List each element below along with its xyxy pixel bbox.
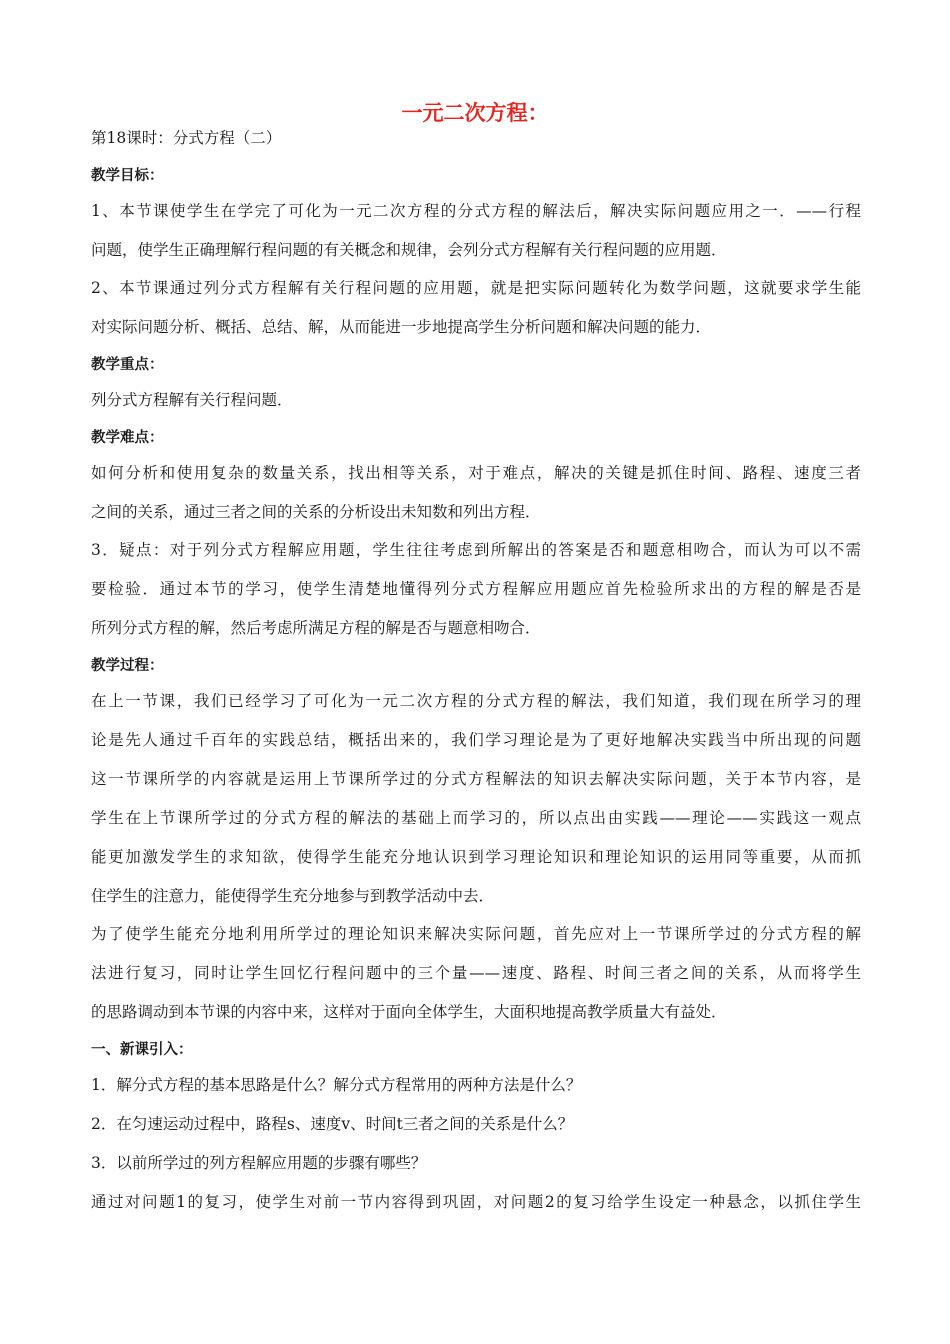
process-paragraph-2-line-1: 为了使学生能充分地利用所学过的理论知识来解决实际问题，首先应对上一节课所学过的分式方程的解 — [91, 925, 861, 943]
process-paragraph-1-line-1: 在上一节课，我们已经学习了可化为一元二次方程的分式方程的解法，我们知道，我们现在所学习的理 — [91, 692, 861, 710]
process-paragraph-2-line-2: 法进行复习，同时让学生回忆行程问题中的三个量——速度、路程、时间三者之间的关系，从而将学生 — [91, 964, 861, 982]
doubt-line-2: 要检验．通过本节的学习，使学生清楚地懂得列分式方程解应用题应首先检验所求出的方程的解是否是 — [91, 580, 861, 598]
difficulties-line-2: 之间的关系，通过三者之间的关系的分析设出未知数和列出方程． — [91, 503, 541, 521]
intro-question-3: 3．以前所学过的列方程解应用题的步骤有哪些？ — [91, 1154, 427, 1172]
difficulties-line-1: 如何分析和使用复杂的数量关系，找出相等关系，对于难点，解决的关键是抓住时间、路程、速度三者 — [91, 464, 861, 482]
goals-paragraph-1-line-1: 1、本节课使学生在学完了可化为一元二次方程的分式方程的解法后，解决实际问题应用之一．——行程 — [91, 202, 861, 220]
process-paragraph-2-line-3: 的思路调动到本节课的内容中来，这样对于面向全体学生，大面积地提高教学质量大有益处． — [91, 1003, 727, 1021]
heading-key-points: 教学重点： — [91, 357, 164, 373]
process-paragraph-1-line-6: 住学生的注意力，能使得学生充分地参与到教学活动中去． — [91, 887, 495, 905]
heading-teaching-process: 教学过程： — [91, 658, 164, 674]
key-points-text: 列分式方程解有关行程问题． — [91, 391, 293, 409]
process-paragraph-1-line-2: 论是先人通过千百年的实践总结，概括出来的，我们学习理论是为了更好地解决实践当中所出现的问题 — [91, 731, 861, 749]
intro-summary-line: 通过对问题1的复习，使学生对前一节内容得到巩固，对问题2的复习给学生设定一种悬念，以抓住学生 — [91, 1193, 861, 1211]
process-paragraph-1-line-5: 能更加激发学生的求知欲，使得学生能充分地认识到学习理论知识和理论知识的运用同等重要，从而抓 — [91, 848, 861, 866]
doubt-line-1: 3．疑点：对于列分式方程解应用题，学生往往考虑到所解出的答案是否和题意相吻合，而认为可以不需 — [91, 541, 861, 559]
intro-question-2: 2．在匀速运动过程中，路程s、速度v、时间t三者之间的关系是什么？ — [91, 1115, 574, 1133]
intro-question-1: 1．解分式方程的基本思路是什么？解分式方程常用的两种方法是什么？ — [91, 1076, 582, 1094]
heading-difficulties: 教学难点： — [91, 430, 164, 446]
goals-paragraph-2-line-1: 2、本节课通过列分式方程解有关行程问题的应用题，就是把实际问题转化为数学问题，这就要求学生能 — [91, 279, 861, 297]
heading-teaching-goals: 教学目标： — [91, 168, 164, 184]
process-paragraph-1-line-3: 这一节课所学的内容就是运用上节课所学过的分式方程解法的知识去解决实际问题，关于本节内容，是 — [91, 770, 861, 788]
goals-paragraph-2-line-2: 对实际问题分析、概括、总结、解，从而能进一步地提高学生分析问题和解决问题的能力． — [91, 318, 712, 336]
lesson-subtitle: 第18课时：分式方程（二） — [91, 129, 282, 147]
doubt-line-3: 所列分式方程的解，然后考虑所满足方程的解是否与题意相吻合． — [91, 619, 541, 637]
heading-new-lesson-intro: 一、新课引入： — [91, 1042, 193, 1058]
document-title: 一元二次方程： — [401, 101, 549, 125]
goals-paragraph-1-line-2: 问题，使学生正确理解行程问题的有关概念和规律，会列分式方程解有关行程问题的应用题． — [91, 241, 727, 259]
process-paragraph-1-line-4: 学生在上节课所学过的分式方程的解法的基础上而学习的，所以点出由实践——理论——实践这一观点 — [91, 809, 861, 827]
